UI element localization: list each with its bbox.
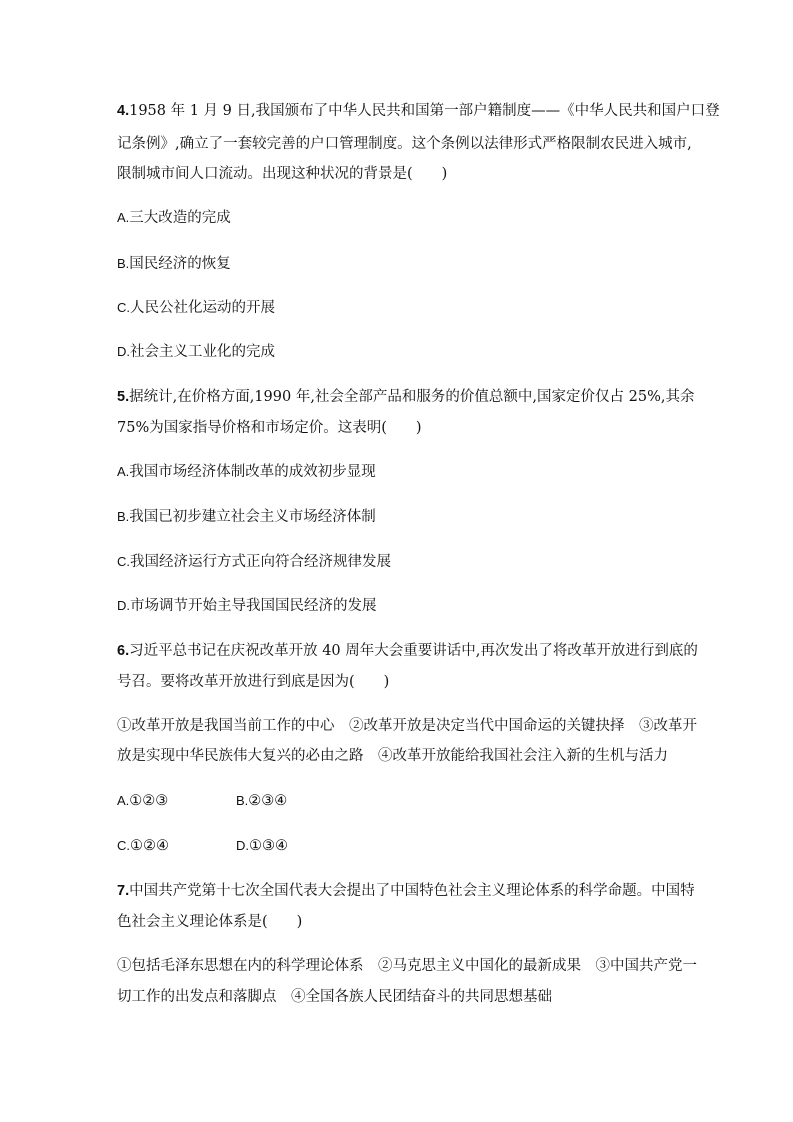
question-7-statement-line-1: ①包括毛泽东思想在内的科学理论体系 ②马克思主义中国化的最新成果 ③中国共产党一: [117, 958, 697, 974]
question-7-statement-line-2: 切工作的出发点和落脚点 ④全国各族人民团结奋斗的共同思想基础: [117, 989, 552, 1005]
question-4-option-c: C.人民公社化运动的开展: [117, 300, 275, 316]
question-7-stem-line-2: 色社会主义理论体系是( ): [117, 914, 303, 930]
question-4-stem-line-3: 限制城市间人口流动。出现这种状况的背景是( ): [117, 166, 448, 182]
question-6-stem-line-2: 号召。要将改革开放进行到底是因为( ): [117, 674, 390, 690]
question-7-stem-line-1: 7.中国共产党第十七次全国代表大会提出了中国特色社会主义理论体系的科学命题。中国特: [117, 883, 695, 899]
question-6-number: 6.: [117, 643, 130, 659]
question-6-stem-line-1: 6.习近平总书记在庆祝改革开放 40 周年大会重要讲话中,再次发出了将改革开放进行到底的: [117, 643, 698, 659]
question-5-stem-line-1: 5.据统计,在价格方面,1990 年,社会全部产品和服务的价值总额中,国家定价仅占 25%,其余: [117, 389, 695, 405]
question-6-statement-line-1: ①改革开放是我国当前工作的中心 ②改革开放是决定当代中国命运的关键抉择 ③改革开: [117, 718, 697, 734]
question-4-option-a: A.三大改造的完成: [117, 210, 231, 226]
question-6-option-a: A.①②③: [117, 793, 169, 809]
question-5-option-c: C.我国经济运行方式正向符合经济规律发展: [117, 554, 391, 570]
question-5-option-a: A.我国市场经济体制改革的成效初步显现: [117, 464, 376, 480]
question-6-option-d: D.①③④: [236, 838, 288, 854]
question-4-option-d: D.社会主义工业化的完成: [117, 344, 275, 360]
question-5-number: 5.: [117, 389, 130, 405]
question-5-option-d: D.市场调节开始主导我国国民经济的发展: [117, 598, 377, 614]
question-4-option-b: B.国民经济的恢复: [117, 256, 231, 272]
question-4-number: 4.: [117, 103, 130, 119]
question-6-statement-line-2: 放是实现中华民族伟大复兴的必由之路 ④改革开放能给我国社会注入新的生机与活力: [117, 748, 668, 764]
question-4-stem-line-1: 4.1958 年 1 月 9 日,我国颁布了中华人民共和国第一部户籍制度——《中华人民共和国户口登: [117, 103, 720, 119]
question-5-stem-line-2: 75%为国家指导价格和市场定价。这表明( ): [117, 420, 422, 436]
question-6-option-c: C.①②④: [117, 838, 169, 854]
question-5-option-b: B.我国已初步建立社会主义市场经济体制: [117, 509, 376, 525]
question-6-option-b: B.②③④: [236, 793, 288, 809]
question-7-number: 7.: [117, 883, 130, 899]
question-6-options-row-1: [117, 791, 168, 811]
question-4-stem-line-2: 记条例》,确立了一套较完善的户口管理制度。这个条例以法律形式严格限制农民进入城市,: [117, 136, 692, 152]
